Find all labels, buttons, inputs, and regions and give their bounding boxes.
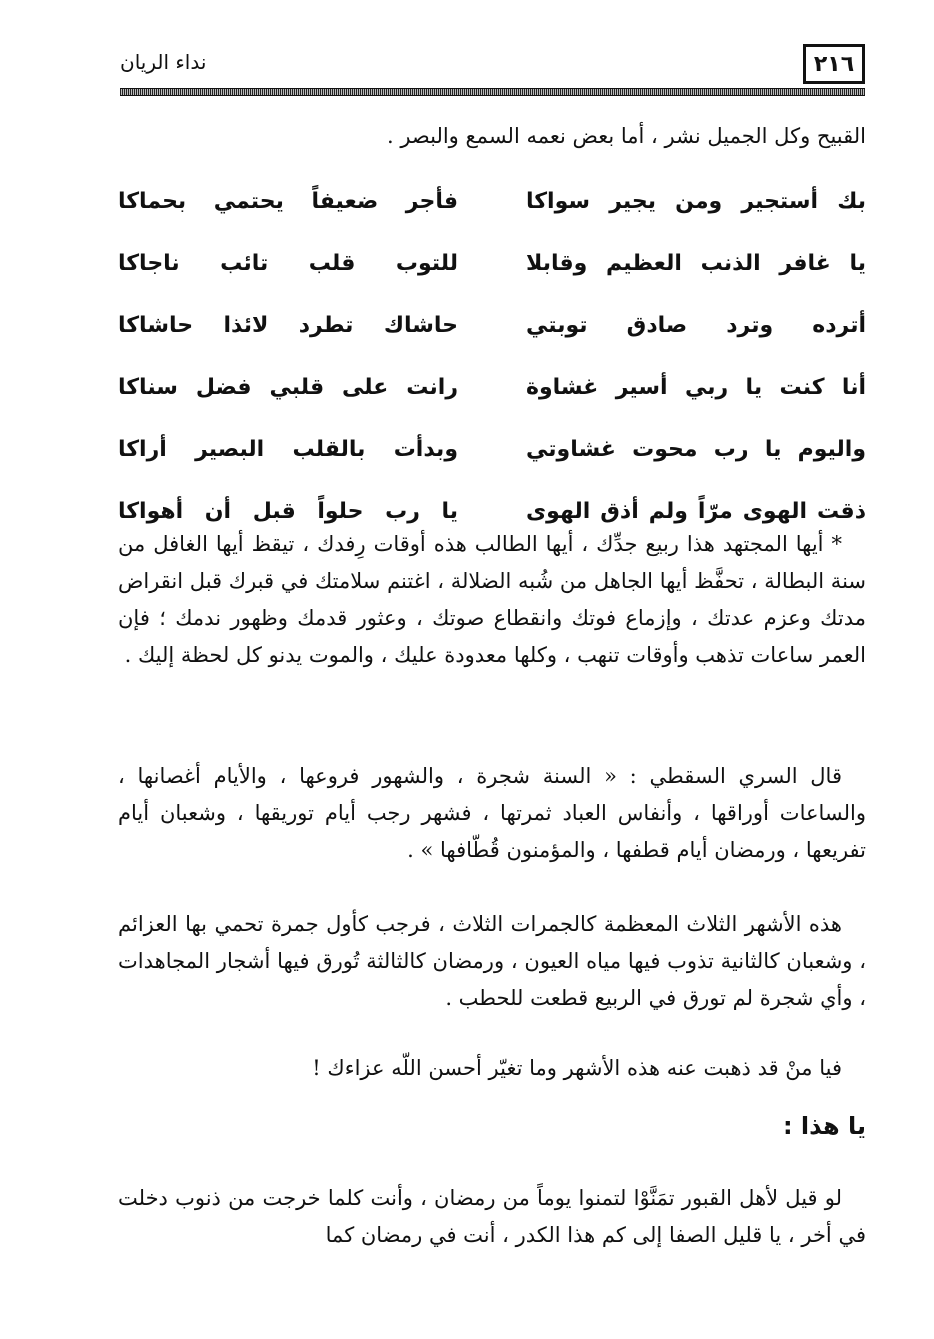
paragraph-closing [118, 1180, 866, 1254]
page-number: ٢١٦ [803, 44, 865, 84]
verse-first-half: أنا كنت يا ربي أسير غشاوة [526, 374, 866, 400]
verse-first-half: يا غافر الذنب العظيم وقابلا [526, 250, 866, 276]
paragraph-text: فيا منْ قد ذهبت عنه هذه الأشهر وما تغيّر أحسن اللّه عزاءك ! [312, 1056, 842, 1080]
book-title: نداء الريان [120, 50, 207, 74]
paragraph-exhortation [118, 526, 866, 674]
paragraph-text: قال السري السقطي : « السنة شجرة ، والشهور فروعها ، والأيام أغصانها ، والساعات أوراقها ، وأنفاس العباد ثمرتها ، فشهر رجب أيام توريقها ، وشعبان أيام تفريعها ، ورمضان أيام قطفها ، والمؤمنون قُطّافها » . [118, 764, 866, 862]
verse-second-half: وبدأت بالقلب البصير أراكا [118, 436, 458, 462]
verse-first-half: بك أستجير ومن يجير سواكا [526, 188, 866, 214]
verse-second-half: للتوب قلب تائب ناجاكا [118, 250, 458, 276]
verse-row [118, 170, 866, 232]
verse-first-half: ذقت الهوى مرّاً ولم أذق الهوى [526, 498, 866, 524]
paragraph-text: هذه الأشهر الثلاث المعظمة كالجمرات الثلاث ، فرجب كأول جمرة تحمي بها العزائم ، وشعبان كالثانية تذوب فيها مياه العيون ، ورمضان كالثالثة تُورق فيها أشجار المجاهدات ، وأي شجرة لم تورق في الربيع قطعت للحطب . [118, 912, 866, 1010]
verse-second-half: رانت على قلبي فضل سناكا [118, 374, 458, 400]
paragraph-months [118, 906, 866, 1017]
verse-row [118, 232, 866, 294]
verse-first-half: أترده وترد صادق توبتي [526, 312, 866, 338]
header-rule [120, 88, 865, 96]
verse-second-half: يا رب حلواً قبل أن أهواكا [118, 498, 458, 524]
verse-row [118, 294, 866, 356]
intro-line [118, 118, 866, 155]
poem [118, 170, 866, 542]
verse-second-half: فأجر ضعيفاً يحتمي بحماكا [118, 188, 458, 214]
page-header [120, 38, 865, 94]
verse-row [118, 418, 866, 480]
paragraph-lament [118, 1050, 866, 1087]
paragraph-quote [118, 758, 866, 869]
verse-row [118, 356, 866, 418]
intro-text: القبيح وكل الجميل نشر ، أما بعض نعمه السمع والبصر . [386, 124, 866, 148]
paragraph-text: لو قيل لأهل القبور تمَنَّوْا لتمنوا يوماً من رمضان ، وأنت كلما خرجت من ذنوب دخلت في أخر ، يا قليل الصفا إلى كم هذا الكدر ، أنت في رمضان كما [118, 1186, 866, 1247]
verse-second-half: حاشاك تطرد لائذا حاشاكا [118, 312, 458, 338]
section-heading: يا هذا : [782, 1112, 866, 1140]
paragraph-text: * أيها المجتهد هذا ربيع جدِّك ، أيها الطالب هذه أوقات رِفدك ، تيقظ أيها الغافل من سنة البطالة ، تحفَّظ أيها الجاهل من شُبه الضلالة ، اغتنم سلامتك في قبرك قبل انقراض مدتك وعزم عدتك ، وإزماع فوتك وانقطاع صوتك ، وعثور قدمك وظهور ندمك ؛ فإن العمر ساعات تذهب وأوقات تنهب ، وكلها معدودة عليك ، والموت يدنو كل لحظة إليك . [118, 532, 866, 667]
verse-first-half: واليوم يا رب محوت غشاوتي [526, 436, 866, 462]
